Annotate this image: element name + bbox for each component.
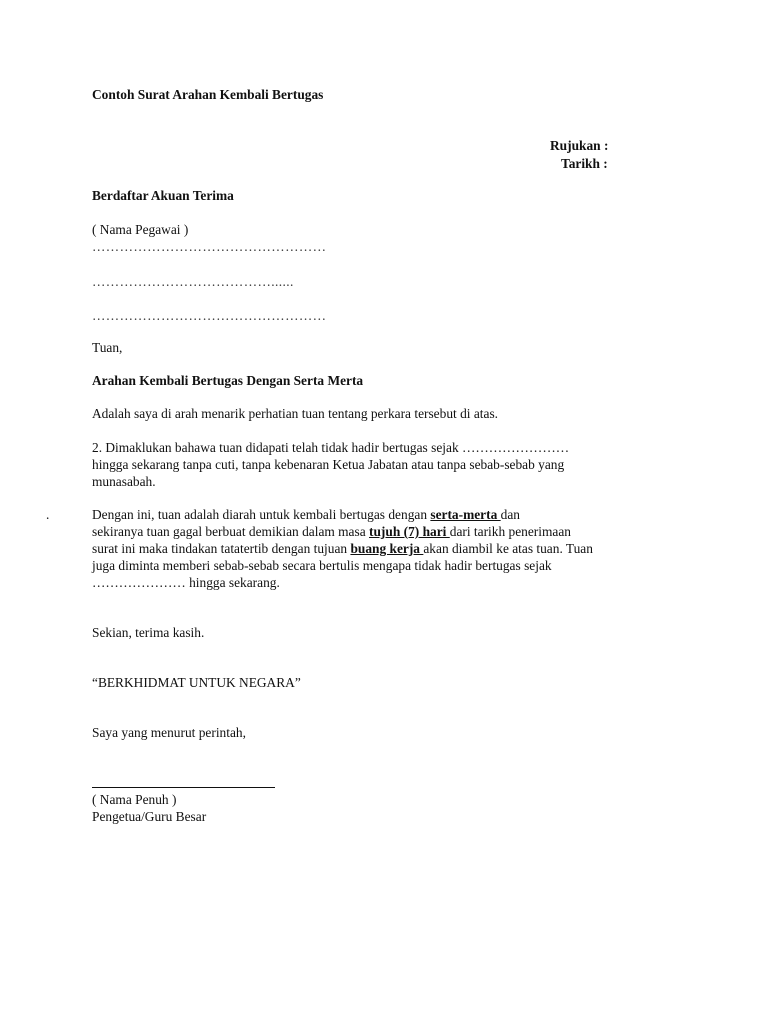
paragraph-3-line-3: surat ini maka tindakan tatatertib dengan tujuan buang kerja akan diambil ke atas tuan. Tuan xyxy=(92,541,593,556)
emphasis-buang-kerja: buang kerja xyxy=(350,541,424,556)
signatory-position: Pengetua/Guru Besar xyxy=(92,809,207,824)
paragraph-2-line-2: hingga sekarang tanpa cuti, tanpa kebenaran Ketua Jabatan atau tanpa sebab-sebab yang xyxy=(92,457,565,472)
motto: “BERKHIDMAT UNTUK NEGARA” xyxy=(92,675,301,690)
paragraph-3-line-1: Dengan ini, tuan adalah diarah untuk kembali bertugas dengan serta-merta dan xyxy=(92,507,520,522)
registered-mail-note: Berdaftar Akuan Terima xyxy=(92,188,234,203)
closing-line: Sekian, terima kasih. xyxy=(92,625,205,640)
signatory-name: ( Nama Penuh ) xyxy=(92,792,177,807)
reference-label: Rujukan : xyxy=(550,138,609,153)
salutation: Tuan, xyxy=(92,340,123,355)
margin-mark: . xyxy=(46,507,50,522)
emphasis-tujuh-hari: tujuh (7) hari xyxy=(369,524,450,539)
paragraph-2-line-3: munasabah. xyxy=(92,474,156,489)
paragraph-1: Adalah saya di arah menarik perhatian tuan tentang perkara tersebut di atas. xyxy=(92,406,499,421)
paragraph-3-line-5: ………………… hingga sekarang. xyxy=(92,575,280,590)
paragraph-3-line-4: juga diminta memberi sebab-sebab secara bertulis mengapa tidak hadir bertugas sejak xyxy=(92,558,552,573)
document-title: Contoh Surat Arahan Kembali Bertugas xyxy=(92,87,324,102)
paragraph-3-line-2: sekiranya tuan gagal berbuat demikian dalam masa tujuh (7) hari dari tarikh penerimaan xyxy=(92,524,571,539)
sign-off: Saya yang menurut perintah, xyxy=(92,725,246,740)
signature-line xyxy=(92,787,275,788)
address-line-3: …………………………………………… xyxy=(92,308,327,323)
letter-subject: Arahan Kembali Bertugas Dengan Serta Merta xyxy=(92,373,364,388)
date-label: Tarikh : xyxy=(561,156,608,171)
emphasis-serta-merta: serta-merta xyxy=(430,507,501,522)
recipient-name: ( Nama Pegawai ) xyxy=(92,222,189,237)
address-line-2: …………………………………...... xyxy=(92,274,294,289)
paragraph-2-line-1: 2. Dimaklukan bahawa tuan didapati telah tidak hadir bertugas sejak …………………… xyxy=(92,440,570,455)
address-line-1: …………………………………………… xyxy=(92,239,327,254)
